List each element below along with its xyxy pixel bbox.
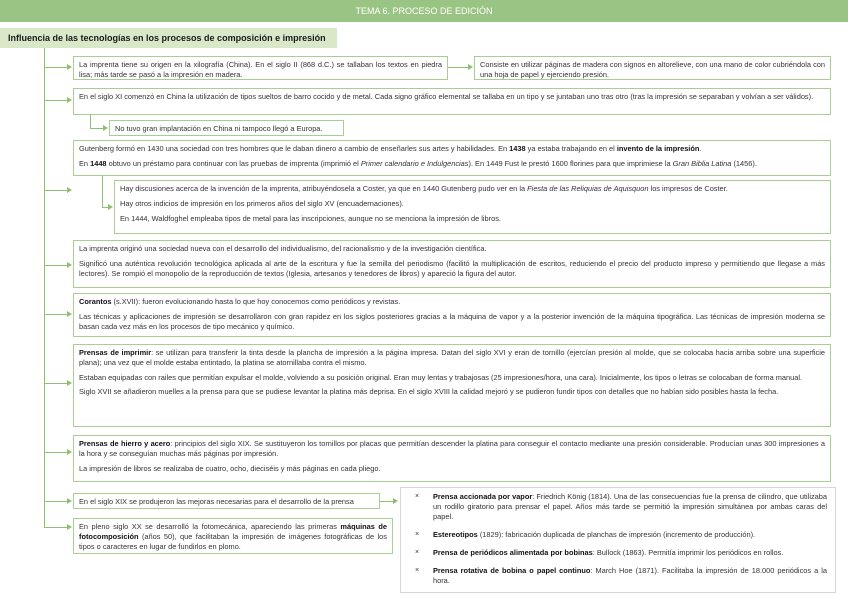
header-bar: [0, 0, 848, 22]
box-paragraph: En 1444, Waldfoghel empleaba tipos de metal para las inscripciones, aunque no se menciona la impresión de libros.: [120, 213, 501, 223]
box-paragraph: Prensas de imprimir: se utilizan para transferir la tinta desde la plancha de impresión a la página impresa. Datan del siglo XVI y eran de tornillo (ejercían presión al molde, que se colocaba hacia arriba sobre una superficie plana); una vez que el molde estaba entintado, la platina se atornillaba contra el mismo.: [79, 348, 825, 367]
box-text: Consiste en utilizar páginas de madera con signos en altorelieve, con una mano de color cubriéndola con una hoja de papel y ejerciendo presión.: [480, 60, 825, 79]
box-paragraph: Prensas de hierro y acero: principios del siglo XIX. Se sustituyeron los tornillos por placas que permitían descender la platina para conseguir el contacto mediante una presión considerable. Producían unas 300 impresiones a la hora y se conseguían muchas más páginas por impresión.: [79, 439, 825, 458]
connector: [44, 314, 68, 315]
arrow-icon: [67, 498, 72, 504]
arrow-icon: [67, 64, 72, 70]
connector: [44, 501, 68, 502]
bullet-icon: ×: [415, 567, 420, 574]
box-paragraph: En 1448 obtuvo un préstamo para continuar con las pruebas de imprenta (imprimió el Primer calendario e Indulgencias). En 1449 Fust le prestó 1600 florines para que imprimiese la Gran Biblia Latina (1456).: [79, 158, 757, 168]
box-xilografia-detail: [474, 56, 831, 80]
box-text: La imprenta tiene su origen en la xilografía (China). En el siglo II (868 d.C.) se tallaban los textos en piedra lisa; más tarde se pasó a la impresión en madera.: [79, 60, 442, 79]
box-paragraph: La impresión de libros se realizaba de cuatro, ocho, dieciséis y más páginas en cada pliego.: [79, 463, 381, 473]
arrow-icon: [67, 311, 72, 317]
box-no-implantacion: [109, 120, 344, 136]
arrow-icon: [67, 449, 72, 455]
page-header-title: TEMA 6. PROCESO DE EDICIÓN: [355, 6, 493, 16]
connector: [44, 265, 68, 266]
box-paragraph: Estaban equipadas con railes que permitían expulsar el molde, volviendo a su posición original. Eran muy lentas y trabajosas (25 impresiones/hora, una cara). Inicialmente, los tipos o letras se colocaban de forma manual.: [79, 372, 803, 382]
arrow-icon: [67, 262, 72, 268]
box-paragraph: Hay discusiones acerca de la invención de la imprenta, atribuyéndosela a Coster, ya que en 1440 Gutenberg pudo ver en la Fiesta de las Reliquias de Aquisquon los impresos de Coster.: [120, 184, 728, 193]
connector: [44, 383, 68, 384]
connector: [44, 100, 68, 101]
section-title-bar: [0, 28, 337, 48]
box-prensas-hierro: [73, 435, 831, 482]
connector: [102, 176, 103, 207]
bullet-icon: ×: [415, 549, 420, 556]
box-discusiones: [114, 180, 831, 234]
box-siglo-xix: [73, 493, 380, 509]
connector: [90, 115, 91, 128]
arrow-icon: [67, 187, 72, 193]
arrow-icon: [67, 524, 72, 530]
connector: [90, 128, 104, 129]
connector: [44, 190, 68, 191]
box-paragraph: Gutenberg formó en 1430 una sociedad con tres hombres que le daban dinero a cambio de enseñarles sus artes y habilidades. En 1438 ya estaba trabajando en el invento de la impresión.: [79, 144, 702, 153]
connector: [380, 501, 394, 502]
press-innovations-list: × Prensa accionada por vapor: Friedrich König (1814). Una de las consecuencias fue la prensa de cilindro, que utilizaba un rodillo giratorio para prensar el papel. Años más tarde se permitió la impresión simultánea por ambas caras del papel. × Estereotipos (1829): fabricación duplicada de planchas de impresión (incremento de producción). × Prensa de periódicos alimentada por bobinas: Bullock (1863). Permitía imprimir los periódicos en rollos. × Prensa rotativa de bobina o papel continuo: March Hoe (1871). Facilitaba la impresión de 18.000 periódicos a la hora.: [400, 487, 836, 593]
connector: [448, 67, 469, 68]
box-corantos: [73, 293, 831, 337]
box-sociedad-nueva: [73, 240, 831, 288]
box-xilografia: [73, 56, 448, 80]
connector: [44, 67, 68, 68]
box-text: En el siglo XIX se produjeron las mejoras necesarias para el desarrollo de la prensa: [79, 497, 354, 506]
arrow-icon: [103, 125, 108, 131]
connector: [44, 452, 68, 453]
box-gutenberg: [73, 140, 831, 176]
arrow-icon: [393, 498, 398, 504]
connector: [44, 527, 68, 528]
box-tipos-sueltos: [73, 88, 831, 115]
box-paragraph: Las técnicas y aplicaciones de impresión se desarrollaron con gran rapidez en los siglos posteriores gracias a la máquina de vapor y a la posterior invención de la máquina tipográfica. Las técnicas de impresión moderna se basan cada vez más en los procesos de tipo mecánico y químico.: [79, 311, 825, 331]
box-paragraph: En pleno siglo XX se desarrolló la fotomecánica, apareciendo las primeras máquinas de fotocomposición (años 50), que facilitaban la impresión de imágenes fotográficas de los tipos o caracteres en lugar de fundirlos en plomo.: [79, 522, 387, 551]
box-fotocomposicion: [73, 518, 393, 554]
arrow-icon: [67, 380, 72, 386]
bullet-icon: ×: [415, 493, 420, 500]
arrow-icon: [468, 64, 473, 70]
box-paragraph: Significó una auténtica revolución tecnológica aplicada al arte de la escritura y fue la semilla del periodismo (facilitó la multiplicación de escritos, reduciendo el precio del producto impreso y permitiendo que llegase a más lectores). Se rompió el monopolio de la reproducción de textos (Iglesia, artesanos y tenedores de libros) y apareció la figura del autor.: [79, 258, 825, 278]
box-prensas-imprimir: [73, 344, 831, 427]
main-connector: [44, 48, 45, 528]
box-paragraph: Corantos (s.XVII): fueron evolucionando hasta lo que hoy conocemos como periódicos y revistas.: [79, 297, 401, 306]
box-text: En el siglo XI comenzó en China la utilización de tipos sueltos de barro cocido y de metal. Cada signo gráfico elemental se tallaba en un tipo y se juntaban uno tras otro (tras la impresión se separaban y volvían a ser válidos).: [79, 92, 814, 101]
bullet-icon: ×: [415, 531, 420, 538]
arrow-icon: [108, 204, 113, 210]
box-paragraph: Siglo XVII se añadieron muelles a la prensa para que se pudiese levantar la platina más deprisa. En el siglo XVIII la calidad mejoró y se pudieron fundir tipos con detalles que no habían sido posibles hasta la fecha.: [79, 387, 779, 397]
box-paragraph: La imprenta originó una sociedad nueva con el desarrollo del individualismo, del racionalismo y de la investigación científica.: [79, 244, 487, 253]
section-title: Influencia de las tecnologías en los procesos de composición e impresión: [8, 33, 326, 43]
box-text: No tuvo gran implantación en China ni tampoco llegó a Europa.: [115, 124, 323, 133]
arrow-icon: [67, 97, 72, 103]
box-paragraph: Hay otros indicios de impresión en los primeros años del siglo XV (encuadernaciones).: [120, 198, 404, 208]
